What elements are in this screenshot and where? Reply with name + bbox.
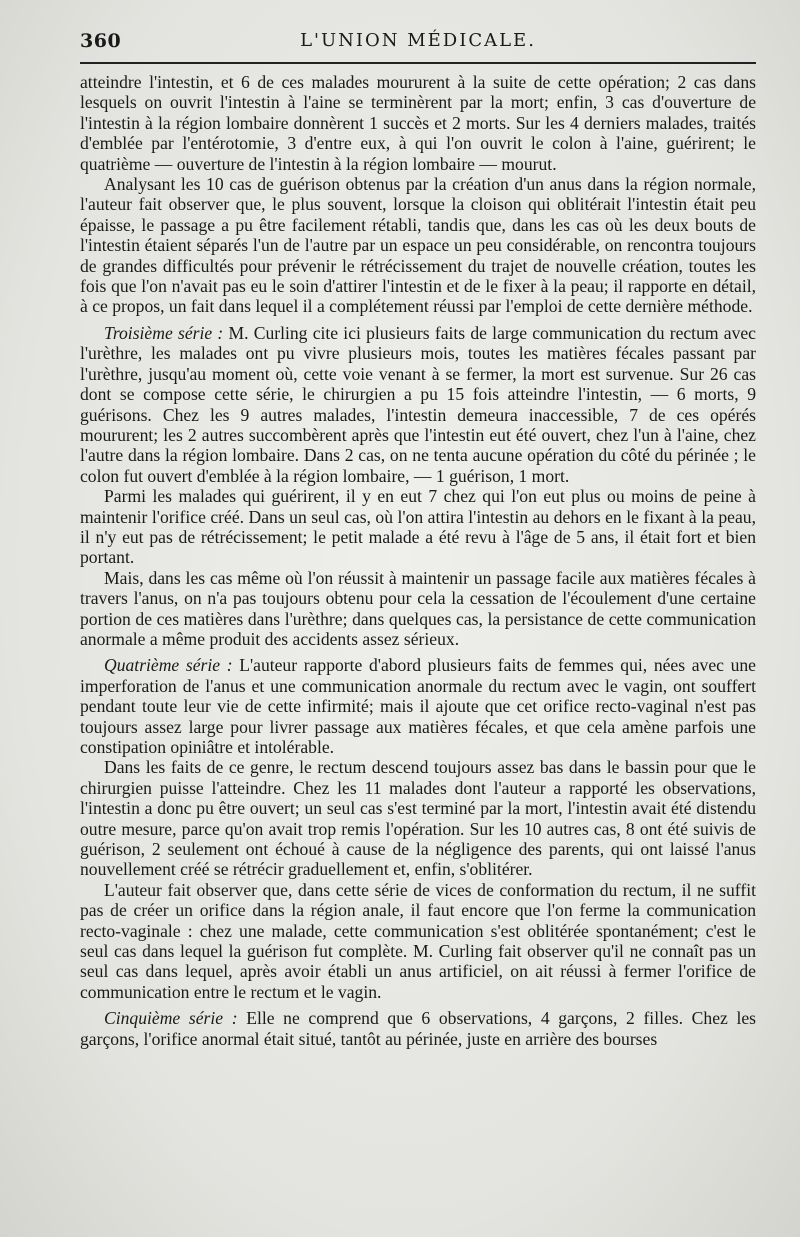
paragraph: Parmi les malades qui guérirent, il y en eut 7 chez qui l'on eut plus ou moins de peine à maintenir l'orifice créé. Dans un seul cas, où l'on attira l'intestin au dehors en le fixant à la peau, il n'y eut pas de rétrécissement; le petit malade a été revu à l'âge de 5 ans, il était fort et bien portant.	[80, 486, 756, 568]
paragraph-text: L'auteur rapporte d'abord plusieurs faits de femmes qui, nées avec une imperforation de l'anus et une communication anormale du rectum avec le vagin, ont souffert pendant toute leur vie de cette infirmité; mais il ajoute que cet orifice recto-vaginal n'est pas toujours assez large pour livrer passage aux matières fécales, et que cela amène parfois une constipation opiniâtre et intolérable.	[80, 655, 756, 757]
paragraph: Mais, dans les cas même où l'on réussit à maintenir un passage facile aux matières fécales à travers l'anus, on n'a pas toujours obtenu pour cela la cessation de l'écoulement d'une certaine portion de ces matières dans l'urèthre; dans quelques cas, la persistance de cette communication anormale a même produit des accidents assez sérieux.	[80, 567, 756, 649]
paragraph: L'auteur fait observer que, dans cette série de vices de conformation du rectum, il ne suffit pas de créer un orifice dans la région anale, il faut encore que l'on ferme la communication recto-vaginale : chez une malade, cette communication s'est oblitérée spontanément; c'est le seul cas dans lequel la guérison fut complète. M. Curling fait observer qu'il ne connaît pas un seul cas dans lequel, après avoir établi un anus artificiel, on ait réussi à fermer l'orifice de communication entre le rectum et le vagin.	[80, 879, 756, 1002]
paragraph: atteindre l'intestin, et 6 de ces malades moururent à la suite de cette opération; 2 cas dans lesquels on ouvrit l'intestin à l'aine se terminèrent par la mort; enfin, 3 cas d'ouverture de l'intestin à la région lombaire donnèrent 1 succès et 2 morts. Sur les 4 derniers malades, traités d'emblée par l'entérotomie, 3 d'entre eux, à qui l'on ouvrit le colon à l'aine, guérirent; le quatrième — ouverture de l'intestin à la région lombaire — mourut.	[80, 72, 756, 174]
paragraph: Dans les faits de ce genre, le rectum descend toujours assez bas dans le bassin pour que le chirurgien puisse l'atteindre. Chez les 11 malades dont l'auteur a rapporté les observations, l'intestin a donc pu être ouvert; un seul cas s'est terminé par la mort, l'intestin avait été distendu outre mesure, parce qu'on avait trop remis l'opération. Sur les 10 autres cas, 8 ont été suivis de guérison, 2 seulement ont échoué à cause de la négligence des parents, qui ont laissé l'anus nouvellement créé se rétrécir graduellement et, enfin, s'oblitérer.	[80, 757, 756, 880]
paragraph-troisieme-serie	[80, 323, 756, 486]
series-heading: Troisième série :	[104, 322, 224, 343]
series-heading: Quatrième série :	[104, 655, 233, 676]
series-heading: Cinquième série :	[104, 1008, 238, 1029]
body-text	[80, 72, 756, 1049]
paragraph-quatrieme-serie	[80, 655, 756, 757]
paragraph-text: M. Curling cite ici plusieurs faits de large communication du rectum avec l'urèthre, les malades ont pu vivre plusieurs mois, toutes les matières fécales passant par l'urèthre, jusqu'au moment où, cette voie venant à se fermer, la mort est survenue. Sur 26 cas dont se compose cette série, le chirurgien a pu 15 fois atteindre l'intestin, — 6 morts, 9 guérisons. Chez les 9 autres malades, l'intestin demeura inaccessible, 7 de ces opérés moururent; les 2 autres succombèrent après que l'intestin eut été ouvert, chez l'un à l'aine, chez l'autre dans la région lombaire. Dans 2 cas, on ne tenta aucune opération du côté du périnée ; le colon fut ouvert d'emblée à la région lombaire, — 1 guérison, 1 mort.	[80, 322, 756, 486]
page-header	[80, 28, 756, 62]
paragraph-cinquieme-serie	[80, 1008, 756, 1049]
running-title: L'UNION MÉDICALE.	[300, 30, 536, 51]
header-rule	[80, 62, 756, 64]
page-number: 360	[80, 30, 122, 52]
paragraph: Analysant les 10 cas de guérison obtenus par la création d'un anus dans la région normale, l'auteur fait observer que, le plus souvent, lorsque la cloison qui oblitérait l'intestin était peu épaisse, le passage a pu être facilement rétabli, tandis que, dans les cas où les deux bouts de l'intestin étaient séparés l'un de l'autre par un espace un peu considérable, on rencontra toujours de grandes difficultés pour prévenir le rétrécissement du trajet de nouvelle création, toutes les fois que l'on n'avait pas eu le soin d'attirer l'intestin et de le fixer à la peau; il rapporte en détail, à ce propos, un fait dans lequel il a complétement réussi par l'emploi de cette dernière méthode.	[80, 174, 756, 317]
paragraph-text: Elle ne comprend que 6 observations, 4 garçons, 2 filles. Chez les garçons, l'orifice anormal était situé, tantôt au périnée, juste en arrière des bourses	[80, 1008, 756, 1049]
